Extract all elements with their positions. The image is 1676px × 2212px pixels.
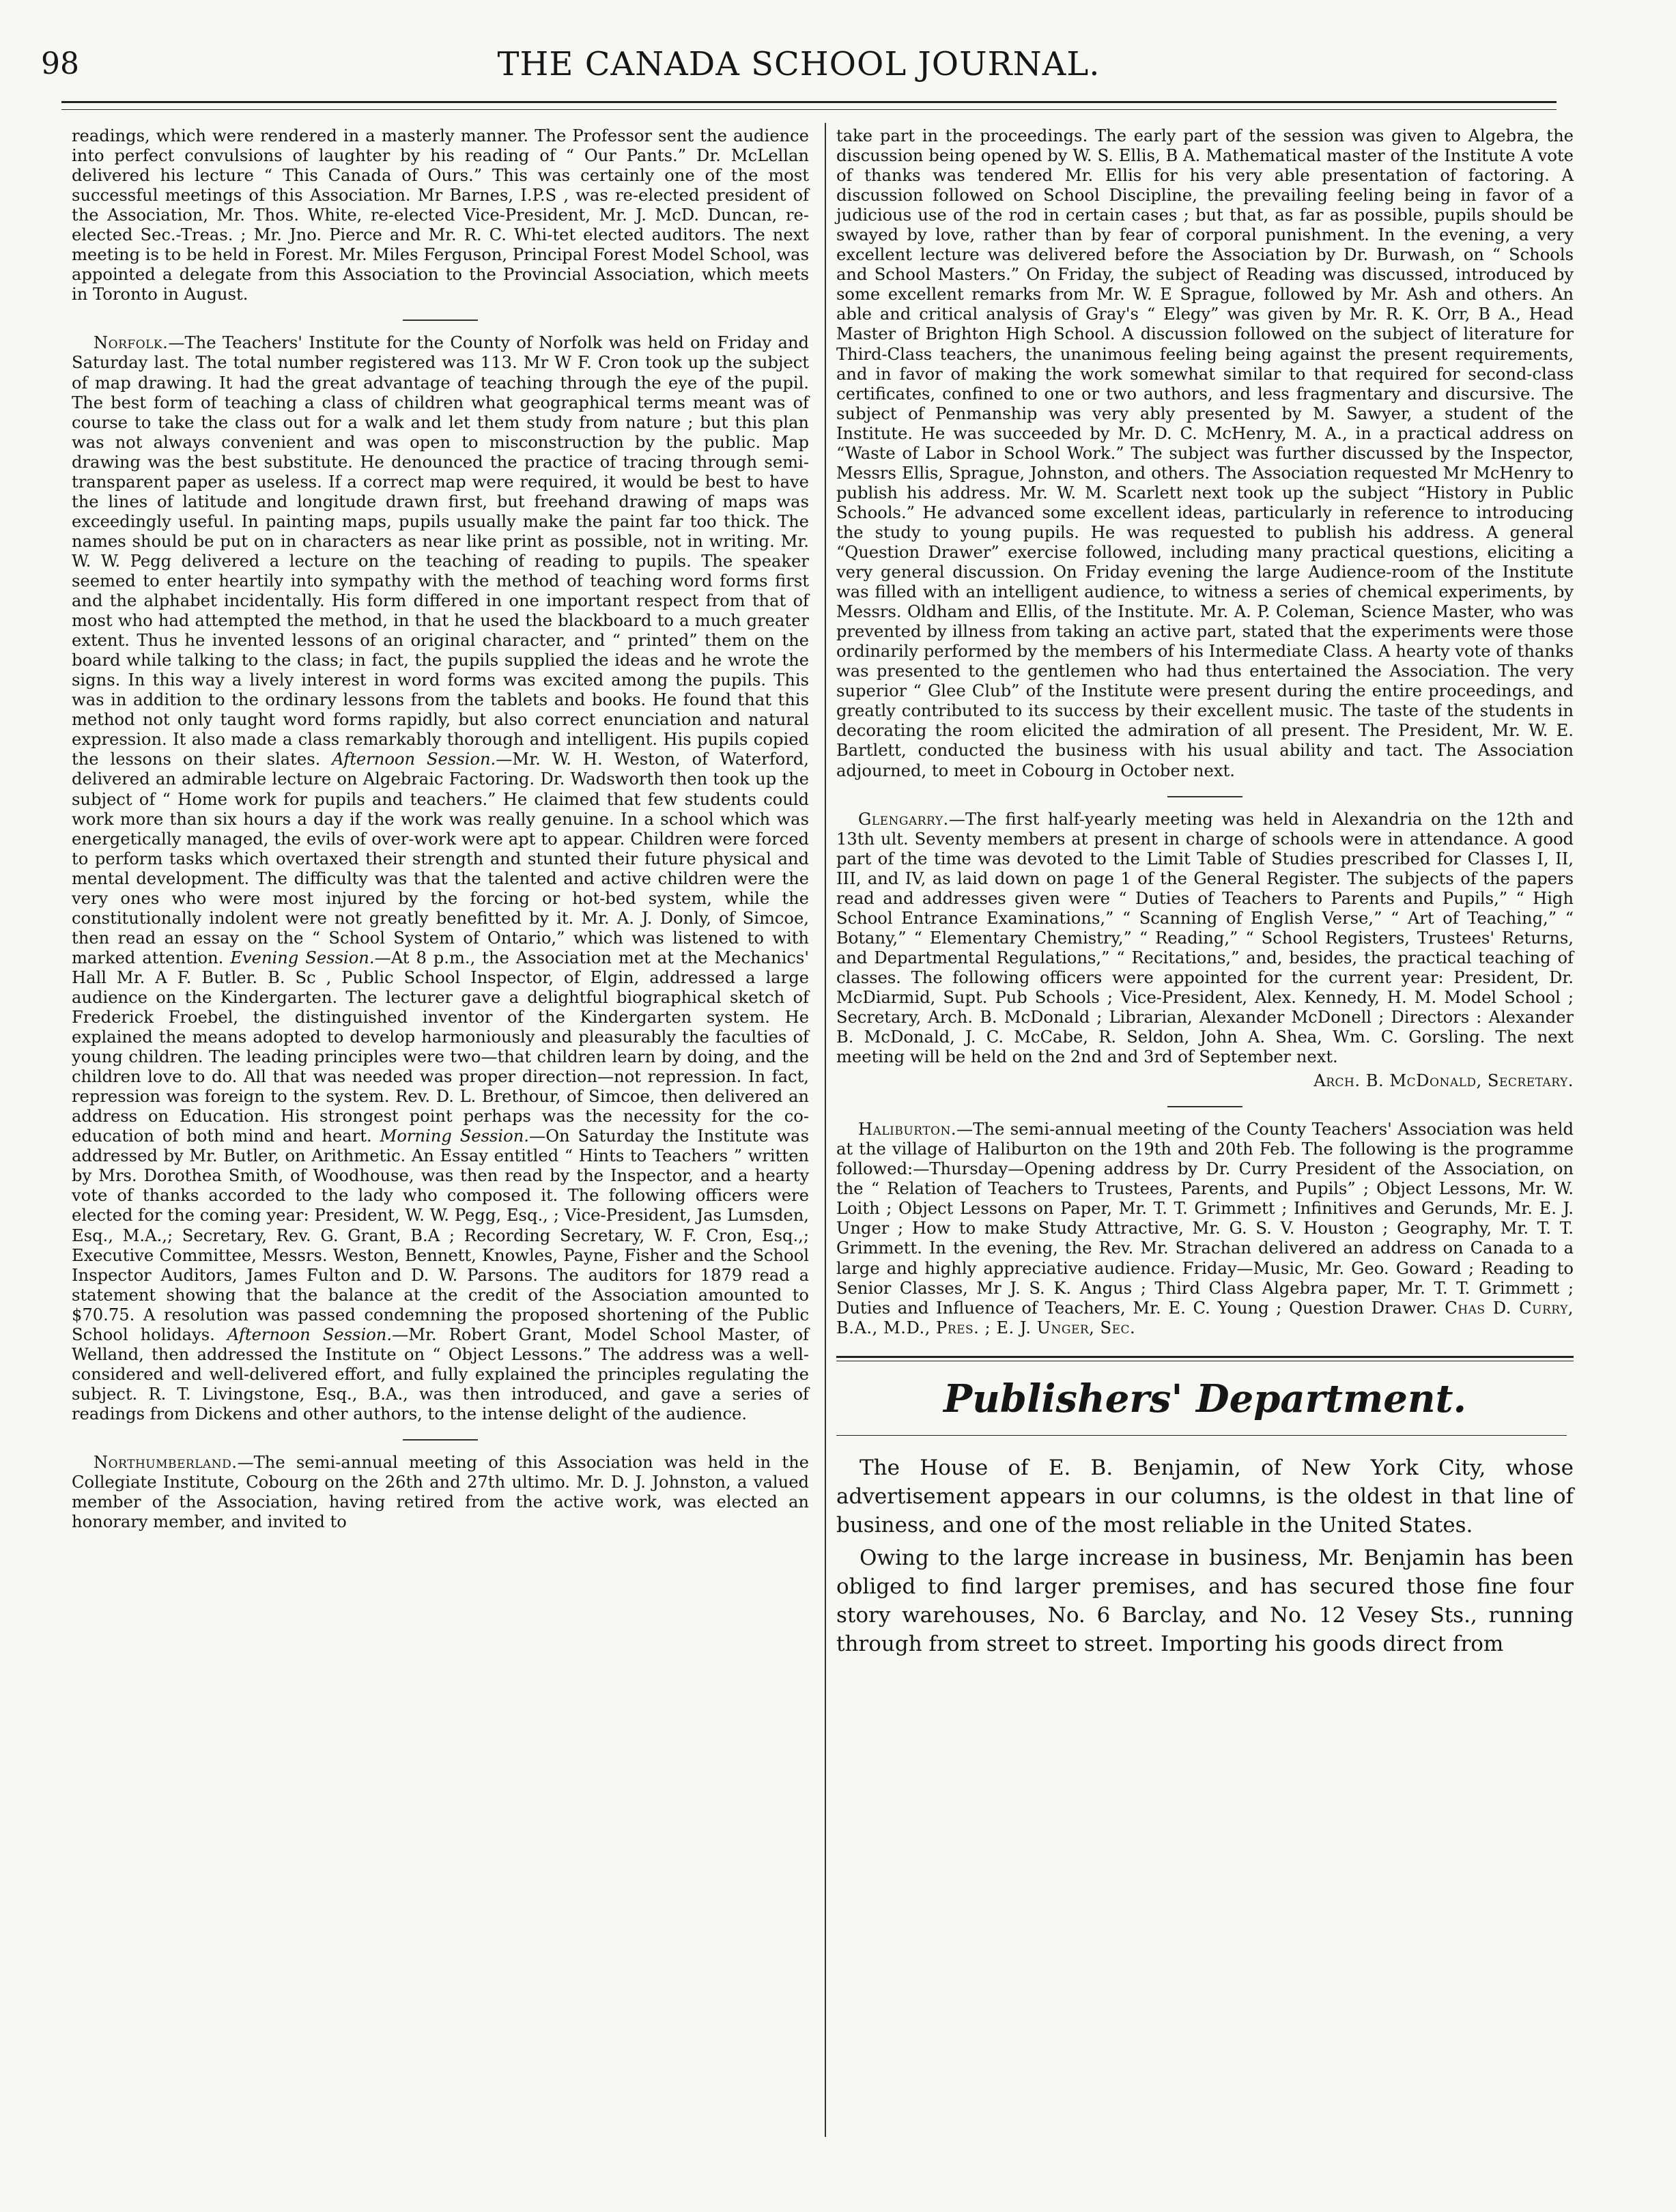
right-column — [836, 126, 1574, 1662]
column-divider — [825, 123, 826, 2137]
page-number: 98 — [41, 46, 79, 81]
publishers-rule — [836, 1356, 1574, 1361]
continued-paragraph-right: take part in the proceedings. The early part of the session was given to Algebra, the discussion being opened by W. S. Ellis, B A. Mathematical master of the Institute A vote of thanks was tendered Mr. Ellis for his very able presentation of factoring. A discussion followed on School Discipline, the prevailing feeling being in favor of a judicious use of the rod in certain cases ; but that, as far as possible, pupils should be swayed by love, rather than by fear of corporal punishment. In the evening, a very excellent lecture was delivered before the Association by Dr. Burwash, on “ Schools and School Masters.” On Friday, the subject of Reading was discussed, introduced by some excellent remarks from Mr. W. E Sprague, followed by Mr. Ash and others. An able and critical analysis of Gray's “ Elegy” was given by Mr. R. K. Orr, B A., Head Master of Brighton High School. A discussion followed on the subject of literature for Third-Class teachers, the unanimous feeling being against the present requirements, and in favor of making the work somewhat similar to that required for second-class certificates, confined to one or two authors, and less fragmentary and discursive. The subject of Penmanship was very ably presented by M. Sawyer, a student of the Institute. He was succeeded by Mr. D. C. McHenry, M. A., in a practical address on “Waste of Labor in School Work.” The subject was further discussed by the Inspector, Messrs Ellis, Sprague, Johnston, and others. The Association requested Mr McHenry to publish his address. Mr. W. M. Scarlett next took up the subject “History in Public Schools.” He advanced some excellent ideas, particularly in reference to introducing the study to young pupils. He was requested to publish his address. A general “Question Drawer” exercise followed, including many practical questions, eliciting a very general discussion. On Friday evening the large Audience-room of the Institute was filled with an intelligent audience, to witness a series of chemical experiments, by Messrs. Oldham and Ellis, of the Institute. Mr. A. P. Coleman, Science Master, who was prevented by illness from taking an active part, stated that the experiments were those ordinarily performed by the members of his Intermediate Class. A hearty vote of thanks was presented to the gentlemen who had thus entertained the Association. The very superior “ Glee Club” of the Institute were present during the entire proceedings, and greatly contributed to its success by their excellent music. The taste of the students in decorating the room elicited the admiration of all present. The President, Mr. W. E. Bartlett, conducted the business with his usual ability and tact. The Association adjourned, to meet in Cobourg in October next. — [836, 126, 1574, 780]
publishers-section — [836, 1454, 1574, 1658]
section-separator — [403, 1439, 478, 1441]
page-header — [41, 41, 1557, 102]
publishers-paragraph-1: The House of E. B. Benjamin, of New York City, whose advertisement appears in our columns, is the oldest in that line of business, and one of the most reliable in the United States. — [836, 1455, 1574, 1537]
norfolk-text-5: —Mr. Robert Grant, Model School Master, of Welland, then addressed the Institute on “ Object Lessons.” The address was a well-considered and well-delivered effort, and fully explained the principles regulating the subject. R. T. Livingstone, Esq., B.A., was then introduced, and gave a series of readings from Dickens and other authors, to the intense delight of the audience. — [72, 1324, 809, 1423]
norfolk-text-2: —Mr. W. H. Weston, of Waterford, delivered an admirable lecture on Algebraic Factoring. Dr. Wadsworth then took up the subject of “ Home work for pupils and teachers.” He claimed that few students could work more than six hours a day if the work was really genuine. In a school which was energetically managed, the evils of over-work were apt to appear. Children were forced to perform tasks which overtaxed their strength and stunted their future physical and mental development. The difficulty was that the talented and active children were the very ones who were most injured by the forcing or hot-bed system, while the constitutionally indolent were not greatly benefitted by it. Mr. A. J. Donly, of Simcoe, then read an essay on the “ School System of Ontario,” which was listened to with marked attention. — [72, 750, 809, 967]
evening-session-label: Evening Session. — [230, 948, 375, 967]
header-rule — [61, 101, 1557, 103]
haliburton-section — [836, 1120, 1574, 1338]
publishers-paragraph-2: Owing to the large increase in business, Mr. Benjamin has been obliged to find larger premises, and has secured those fine four story warehouses, No. 6 Barclay, and No. 12 Vesey Sts., running through from street to street. Importing his goods direct from — [836, 1545, 1574, 1656]
afternoon-session-2-label: Afternoon Session. — [227, 1324, 393, 1344]
glengarry-signature: Arch. B. McDonald, Secretary. — [1313, 1071, 1574, 1091]
haliburton-signature: Chas D. Curry, B.A., M.D., Pres. ; E. J. Unger, Sec. — [836, 1298, 1574, 1337]
left-column — [72, 126, 809, 1532]
norfolk-text-1: —The Teachers' Institute for the County of Norfolk was held on Friday and Saturday last. The total number registered was 113. Mr W F. Cron took up the subject of map drawing. It had the great advantage of teaching through the eye of the pupil. The best form of teaching a class of children what geographical terms meant was of course to take the class out for a walk and let them study from nature ; but this plan was not always convenient and was open to misconstruction by the public. Map drawing was the best substitute. He denounced the practice of tracing through semi-transparent paper as useless. If a correct map were required, it would be best to have the lines of latitude and longitude drawn first, but freehand drawing of maps was exceedingly useful. In painting maps, pupils usually make the paint far too thick. The names should be put on in characters as near like print as possible, not in writing. Mr. W. W. Pegg delivered a lecture on the teaching of reading to pupils. The speaker seemed to enter heartily into sympathy with the method of teaching word forms first and the alphabet incidentally. His form differed in one important respect from that of most who had attempted the method, in that he used the blackboard to a much greater extent. Thus he invented lessons of an original character, and “ printed” them on the board while talking to the class; in fact, the pupils supplied the ideas and he wrote the signs. In this way a lively interest in word forms was excited among the pupils. This was in addition to the ordinary lessons from the tablets and books. He found that this method not only taught word forms rapidly, but also correct enunciation and natural expression. It also made a class remarkably thorough and intelligent. His pupils copied the lessons on their slates. — [72, 333, 809, 769]
norfolk-text-4: —On Saturday the Institute was addressed by Mr. Butler, on Arithmetic. An Essay entitled “ Hints to Teachers ” written by Mrs. Dorothea Smith, of Woodhouse, was then read by the Inspector, and a hearty vote of thanks accorded to the lady who composed it. The following officers were elected for the coming year: President, W. W. Pegg, Esq., ; Vice-President, Jas Lumsden, Esq., M.A.,; Secretary, Rev. G. Grant, B.A ; Recording Secretary, W. F. Cron, Esq.,; Executive Committee, Messrs. Weston, Bennett, Knowles, Payne, Fisher and the School Inspector Auditors, James Fulton and D. W. Parsons. The auditors for 1879 read a statement showing that the balance at the credit of the Association amounted to $70.75. A resolution was passed condemning the proposed shortening of the Public School holidays. — [72, 1126, 810, 1344]
glengarry-heading: Glengarry. — [858, 809, 949, 829]
journal-title: THE CANADA SCHOOL JOURNAL. — [497, 45, 1100, 83]
section-separator — [1167, 1106, 1242, 1107]
norfolk-heading: Norfolk. — [94, 333, 169, 353]
publishers-heading-rule — [836, 1435, 1567, 1436]
glengarry-section — [836, 810, 1574, 1068]
norfolk-section — [72, 333, 809, 1424]
morning-session-label: Morning Session. — [380, 1126, 529, 1146]
section-separator — [1167, 796, 1242, 797]
afternoon-session-label: Afternoon Session. — [332, 750, 496, 769]
haliburton-heading: Haliburton. — [858, 1120, 957, 1139]
norfolk-text-3: —At 8 p.m., the Association met at the Mechanics' Hall Mr. A F. Butler. B. Sc , Public School Inspector, of Elgin, addressed a large audience on the Kindergarten. The lecturer gave a delightful biographical sketch of Frederick Froebel, the distinguished inventor of the Kindergarten system. He explained the means adopted to develop harmoniously and pleasurably the faculties of young children. The leading principles were two—that children learn by doing, and the children love to do. All that was needed was proper direction—not repression. In fact, repression was foreign to the system. Rev. D. L. Brethour, of Simcoe, then delivered an address on Education. His strongest point perhaps was the necessity for the co-education of both mind and heart. — [72, 948, 809, 1146]
haliburton-text: —The semi-annual meeting of the County Teachers' Association was held at the village of Haliburton on the 19th and 20th Feb. The following is the programme followed:—Thursday—Opening address by Dr. Curry President of the Association, on the “ Relation of Teachers to Trustees, Parents, and Pupils” ; Object Lessons, Mr. W. Loith ; Object Lessons on Paper, Mr. T. T. Grimmett ; Infinitives and Gerunds, Mr. E. J. Unger ; How to make Study Attractive, Mr. G. S. V. Houston ; Geography, Mr. T. T. Grimmett. In the evening, the Rev. Mr. Strachan delivered an address on Canada to a large and highly appreciative audience. Friday—Music, Mr. Geo. Goward ; Reading to Senior Classes, Mr J. S. K. Angus ; Third Class Algebra paper, Mr. T. T. Grimmett ; Duties and Influence of Teachers, Mr. E. C. Young ; Question Drawer. — [836, 1120, 1574, 1318]
publishers-heading: Publishers' Department. — [943, 1376, 1467, 1421]
northumberland-heading: Northumberland. — [94, 1453, 238, 1472]
header-rule-thin — [61, 109, 1557, 110]
section-separator — [403, 320, 478, 321]
northumberland-text: —The semi-annual meeting of this Association was held in the Collegiate Institute, Cobourg on the 26th and 27th ultimo. Mr. D. J. Johnston, a valued member of the Association, having retired from the active work, was elected an honorary member, and invited to — [72, 1453, 809, 1532]
glengarry-text: —The first half-yearly meeting was held in Alexandria on the 12th and 13th ult. Seventy members at present in charge of schools were in attendance. A good part of the time was devoted to the Limit Table of Studies prescribed for Classes I, II, III, and IV, as laid down on page 1 of the General Register. The subjects of the papers read and addresses given were “ Duties of Teachers to Parents and Pupils,” “ High School Entrance Examinations,” “ Scanning of English Verse,” “ Art of Teaching,” “ Botany,” “ Elementary Chemistry,” “ Reading,” “ School Registers, Trustees' Returns, and Departmental Regulations,” “ Recitations,” and, besides, the practical teaching of classes. The following officers were appointed for the current year: President, Dr. McDiarmid, Supt. Pub Schools ; Vice-President, Alex. Kennedy, H. M. Model School ; Secretary, Arch. B. McDonald ; Librarian, Alexander McDonell ; Directors : Alexander B. McDonald, J. C. McCabe, R. Seldon, John A. Shea, Wm. C. Gorsling. The next meeting will be held on the 2nd and 3rd of September next. — [836, 809, 1574, 1067]
northumberland-section — [72, 1453, 809, 1532]
continued-paragraph: readings, which were rendered in a masterly manner. The Professor sent the audience into perfect convulsions of laughter by his reading of “ Our Pants.” Dr. McLellan delivered his lecture “ This Canada of Ours.” This was certainly one of the most successful meetings of this Association. Mr Barnes, I.P.S , was re-elected president of the Association, Mr. Thos. White, re-elected Vice-President, Mr. J. McD. Duncan, re-elected Sec.-Treas. ; Mr. Jno. Pierce and Mr. R. C. Whi-tet elected auditors. The next meeting is to be held in Forest. Mr. Miles Ferguson, Principal Forest Model School, was appointed a delegate from this Association to the Provincial Association, which meets in Toronto in August. — [72, 126, 809, 304]
